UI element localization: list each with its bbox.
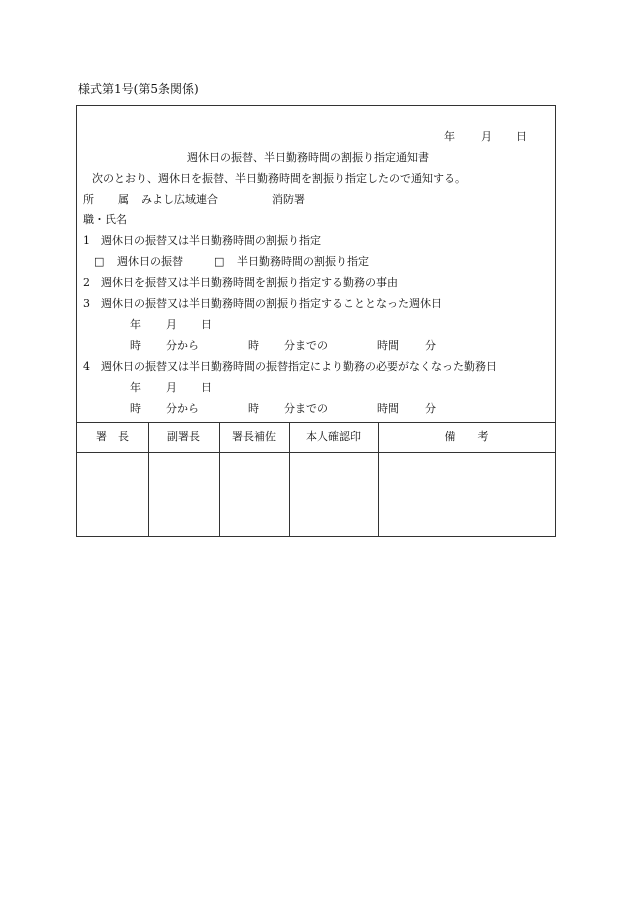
header-deputy-chief: 副署長 [167, 430, 200, 443]
cell-assistant-chief-seal[interactable] [219, 452, 289, 536]
affiliation-org: みよし広域連合 [141, 193, 218, 206]
item3-hours-label: 時間 [377, 339, 399, 352]
affiliation-dept: 消防署 [272, 193, 305, 206]
item3-hour-until-label: 時 [248, 339, 259, 352]
checkbox-swap[interactable]: □ [94, 255, 105, 268]
header-remarks: 備 考 [444, 430, 489, 443]
item4-hours-label: 時間 [377, 402, 399, 415]
cell-identity-seal[interactable] [289, 452, 378, 536]
item4-hour-until-label: 時 [248, 402, 259, 415]
item3-minute-until-label: 分までの [284, 339, 328, 352]
header-identity-seal: 本人確認印 [306, 430, 361, 443]
cell-remarks[interactable] [378, 452, 555, 536]
item4-hour-from-label: 時 [130, 402, 141, 415]
intro-text: 次のとおり、週休日を振替、半日勤務時間を割振り指定したので通知する。 [92, 172, 466, 185]
date-day-label: 日 [516, 130, 527, 143]
item3-title: 3 週休日の振替又は半日勤務時間の割振り指定することとなった週休日 [83, 297, 442, 310]
item4-year-label: 年 [130, 381, 141, 394]
form-title: 週休日の振替、半日勤務時間の割振り指定通知書 [187, 151, 429, 164]
form-code: 様式第1号(第5条関係) [78, 82, 199, 96]
item4-minute-until-label: 分までの [284, 402, 328, 415]
affiliation-label-2: 属 [118, 193, 129, 206]
checkbox-half-day[interactable]: □ [214, 255, 225, 268]
item3-hour-from-label: 時 [130, 339, 141, 352]
item1-title: 1 週休日の振替又は半日勤務時間の割振り指定 [83, 234, 321, 247]
item4-minutes-label: 分 [425, 402, 436, 415]
cell-chief-seal[interactable] [77, 452, 148, 536]
item3-minutes-label: 分 [425, 339, 436, 352]
option-half-day-label: 半日勤務時間の割振り指定 [237, 255, 369, 268]
item4-day-label: 日 [201, 381, 212, 394]
option-swap-label: 週休日の振替 [117, 255, 183, 268]
item2-title: 2 週休日を振替又は半日勤務時間を割振り指定する勤務の事由 [83, 276, 398, 289]
item4-title: 4 週休日の振替又は半日勤務時間の振替指定により勤務の必要がなくなった勤務日 [83, 360, 497, 373]
item4-minute-from-label: 分から [166, 402, 199, 415]
date-month-label: 月 [481, 130, 492, 143]
cell-deputy-chief-seal[interactable] [148, 452, 219, 536]
item3-minute-from-label: 分から [166, 339, 199, 352]
header-chief: 署 長 [96, 430, 129, 443]
item3-year-label: 年 [130, 318, 141, 331]
item3-day-label: 日 [201, 318, 212, 331]
name-label: 職・氏名 [83, 213, 127, 226]
header-assistant-chief: 署長補佐 [232, 430, 276, 443]
item3-month-label: 月 [166, 318, 177, 331]
date-year-label: 年 [444, 130, 455, 143]
item4-month-label: 月 [166, 381, 177, 394]
affiliation-label-1: 所 [83, 193, 94, 206]
